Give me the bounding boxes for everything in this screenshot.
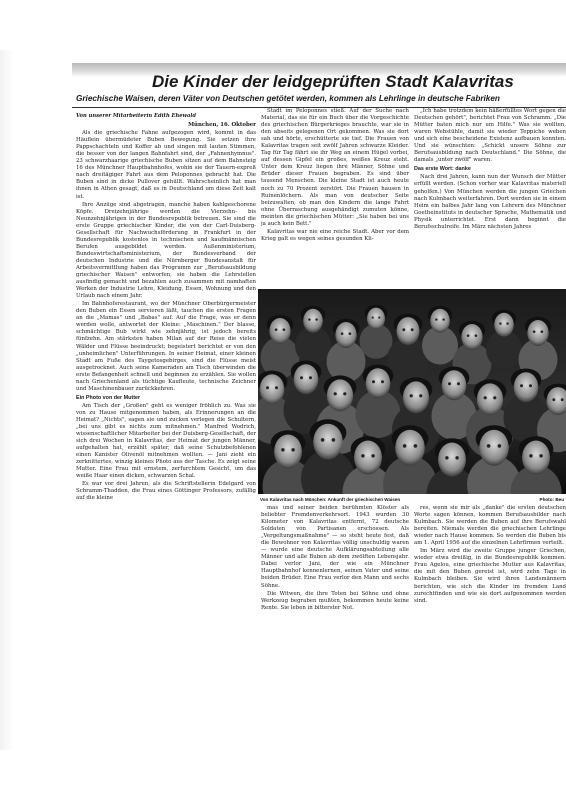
figure-eye	[529, 384, 532, 387]
photo-caption-row	[258, 495, 566, 505]
paragraph: Im Bahnhofsrestaurant, wo der Münchner Oberbürgermeister den Buben ein Essen servieren läßt, tauchen die ersten Fragen an die „Mamas" und „Babas" auf. Auf die Frage, was er denn werden wolle, antwortet der Kleine: „Maschinen." Der blasse, schmächtige Bub wirkt wie zehnjährig, ist jedoch bereits fünfzehn. Am stärksten haben Milan auf der Reise die vielen Wälder und Flüsse beeindruckt; begeistert berichtet er von den „unheimlichen" Unterführungen. In seiner Heimat, einer kleinen Stadt am Fuße des Taygetosgebirges, sind die Flüsse meist ausgetrocknet. Auch seine Kameraden am Tisch überwinden die erste Befangenheit schnell und beginnen zu erzählen. Sie wollen nach Griechenland als tüchtige Kaufleute, technische Zeichner und Maschinenbauer zurückkehren.	[76, 301, 256, 392]
paragraph: Es war vor drei Jahren, als die Schriftstellerin Edelgard von Schramm-Thadden, die Frau eines Göttinger Professors, zufällig auf die kleine	[76, 481, 256, 502]
figure-eye	[361, 454, 364, 457]
figure-face	[477, 383, 503, 415]
figure-eye	[343, 392, 346, 395]
figure-face	[354, 441, 382, 475]
figure-eye	[403, 444, 407, 448]
figure-face	[274, 435, 302, 469]
figure-eye	[300, 376, 303, 379]
paragraph: Im März wird die zweite Gruppe junger Griechen, wieder etwa dreißig, in die Bundesrepublik kommen. Frau Agelou, eine griechische Mutter aus Kalavritas, die mit den Buben gereist ist, wird zehn Tage in Kulmbach bleiben. Sie wird ihren Landsmännern berichten, wie sich die Kinder im fremden Land zurechtfinden und wie sie dort aufgenommen werden sind.	[414, 548, 566, 604]
figure-face	[514, 372, 539, 402]
figure-eye	[561, 398, 564, 401]
photo-credit: Photo: Beu	[539, 497, 564, 502]
article-column-5	[414, 505, 566, 653]
figure-eye	[402, 328, 405, 331]
figure-face	[335, 322, 356, 348]
figure-face	[527, 320, 548, 346]
dateline: München, 16. Oktober	[188, 122, 256, 129]
newspaper-clipping	[72, 63, 566, 663]
figure-eye	[341, 332, 344, 335]
paragraph: mas und seiner beiden berühmten Klöster als beliebter Fremdenverkehrsort. 1943 wurden 30 Kilometer von Kalavritas entfernt, 72 deutsche Soldaten von Partisanen erschossen. Als „Vergeltungsmaßnahme" — so steht heute fest, daß die Bewohner von Kalavritas völlig unschuldig waren — wurde eine deutsche Aufklärungsabteilung alle Männer und alle Buben ab dem zwölften Lebensjahr. Dabei verlor Jani, der wie ein Münchner Hauptbahnhof kennenlernen, seinen Vater und seine beiden Brüder. Eine Frau verlor den Mann und sechs Söhne.	[261, 505, 409, 589]
article-column-1	[76, 113, 256, 661]
figure-eye	[448, 382, 451, 385]
figure-face	[494, 313, 514, 337]
figure-face	[438, 443, 466, 477]
figure-eye	[315, 318, 317, 320]
paragraph: res, wenn sie mir als „danke" die ersten deutschen Worte sagen können, kommen Berufsausbilder nach Kulmbach. Sie werden die Buben auf ihre Berufswahl bereiten. Niemals werden die griechischen Lehrlinge wieder nach Hause kommen. So werden die Buben bis am 1. April 1956 auf die einzelnen Lehrfirmen verteilt.	[414, 505, 566, 547]
figure-eye	[467, 334, 470, 337]
figure-eye	[533, 330, 536, 333]
figure-face	[461, 324, 482, 350]
figure-eye	[410, 394, 413, 397]
figure-eye	[372, 316, 374, 318]
figure-eye	[484, 396, 487, 399]
scan-shadow-edge	[0, 50, 14, 750]
figure-face	[366, 368, 391, 398]
article-column-2	[261, 108, 409, 286]
figure-eye	[266, 386, 269, 389]
byline: Von unserer Mitarbeiterin Edith Ehewald	[76, 113, 196, 119]
figure-eye	[539, 454, 542, 457]
figure-face	[397, 317, 420, 345]
figure-eye	[552, 398, 555, 401]
figure-eye	[275, 328, 278, 331]
figure-face	[430, 309, 450, 333]
figure-eye	[445, 456, 448, 459]
figure-eye	[334, 392, 337, 395]
figure-face	[479, 430, 509, 466]
figure-eye	[381, 380, 384, 383]
figure-eye	[457, 382, 460, 385]
figure-eye	[309, 376, 312, 379]
photo-caption: Von Kalavritas nach München: Ankunft der griechischen Waisen	[260, 497, 401, 502]
subhead-photo-of-mother: Ein Photo von der Mutter	[76, 394, 141, 401]
paragraph: „Ich habe trotzdem kein häßerfülltes Wort gegen die Deutschen gehört", berichtet Frau von Schramm. „Die Mütter baten mich nur um Hilfe." Was sie wollten, waren Webstühle, damit sie wieder Teppiche weben und sich eine bescheidene Existenz aufbauen konnten. Und sie wünschten: „Schickt unsere Söhne zur Berufsausbildung nach Deutschland." Die Söhne, die damals „unter zwölf" waren.	[414, 108, 566, 164]
figure-eye	[281, 448, 284, 451]
figure-eye	[411, 328, 414, 331]
paragraph: Am Tisch der „Großen" geht es weniger fröhlich zu. Was sie von zu Hause mitgenommen haben, als Erinnerungen an die Heimat? „Nichts", sagen sie und zucken verlegen die Schultern, „bei uns gibt es nichts zum mitnehmen." Manfred Wodrich, wissenschaftlicher Mitarbeiter bei der Duisberg-Gesellschaft, der sich drei Wochen in Kalavritas, der Heimat der jungen Männer, aufgehalten hat, erzählt später, daß seine Schutzbefohlenen einen Kanister Olivenöl mitnehmen wollten. — Jani zieht ein zerknittertes, winzig kleines Photo aus der Tasche. Es zeigt seine Mutter. Eine Frau mit ernstem, zerfurchtem Gesicht, um das weiße Haar einen dicken, schwarzen Schal.	[76, 402, 256, 480]
figure-face	[294, 364, 319, 394]
figure-eye	[435, 318, 437, 320]
paragraph: Ihre Anzüge sind abgetragen, manche haben kahlgeschorene Köpfe. Dreizehnjährige werden die Vierzehn- bis Neunzehnjährigen in der Bundesrepublik betreuen. Sie sind die erste Gruppe griechischer Kinder, die von der Carl-Duisberg-Gesellschaft für Nachwuchsförderung in Frankfurt in der Bundesrepublik kostenlos in technischen und kaufmännischen Berufen ausgebildet werden. Außenministerium, Bundeswirtschaftsministerium, der Bundesverband der deutschen Industrie und die Nürnberger Bundesanstalt für Arbeitsvermittlung haben das Programm zur „Berufsausbildung griechischer Waisen" entworfen, sie haben die Lehrstellen ausfindig gemacht und bezahlen auch zusammen mit namhaften Werken der Industrie Lehre, Kleidung, Essen, Wohnung und den Urlaub nach einem Jahr.	[76, 201, 256, 300]
figure-eye	[455, 456, 458, 459]
figure-eye	[419, 394, 422, 397]
figure-eye	[283, 328, 286, 331]
paragraph: Als die griechische Fahne aufgezogen wird, kommt in das Häuflein übermüdeter Buben Bewegung. Sie setzen ihre Pappschachteln und Koffer ab und singen mit lauten Stimmen, die besser von der langen Bahnfahrt sind, der „Fahnenhymnus". 23 schwarzhaarige griechische Buben sitzen auf dem Bahnsteig 16 des Münchner Hauptbahnhofes, wohin sie der Tauern-expreß nach dreitägiger Fahrt aus dem Peloponnes gebracht hat. Die Buben sind in dicke Pullover gehüllt. Wahrscheinlich hat man ihnen in Athen gesagt, daß es in Deutschland um diese Zeit kalt ist.	[76, 130, 256, 200]
figure-eye	[520, 384, 523, 387]
news-photo-greek-orphans	[258, 289, 566, 494]
paragraph: Nach drei Jahren, kann nun der Wunsch der Mütter erfüllt werden. (Schon vorher war Kalavritas materiell geholfen.) Von München werden die jungen Griechen nach Kulmbach weiterfahren. Dort werden sie in einem Heim ein halbes Jahr lang von Lehrern des Münchner Goetheinstituts in deutscher Sprache, Mathematik und Physik unterrichtet. Erst dann beginnt die Berufsschulreife. Im März nächsten Jahres	[414, 174, 566, 230]
figure-eye	[349, 332, 352, 335]
figure-eye	[498, 444, 502, 448]
figure-eye	[493, 396, 496, 399]
subheadline: Griechische Waisen, deren Väter von Deutschen getötet werden, kommen als Lehrlinge in deutsche Fabriken	[76, 94, 500, 103]
figure-face	[442, 370, 467, 400]
headline: Die Kinder der leidgeprüften Stadt Kalavritas	[152, 72, 514, 91]
figure-face	[269, 318, 290, 344]
figure-face	[327, 379, 353, 411]
figure-face	[260, 374, 285, 404]
article-column-3	[414, 108, 566, 286]
figure-eye	[275, 386, 278, 389]
figure-eye	[321, 438, 325, 442]
figure-eye	[332, 438, 336, 442]
figure-eye	[529, 454, 532, 457]
figure-face	[313, 424, 343, 460]
figure-face	[403, 381, 429, 413]
figure-face	[303, 309, 323, 333]
paragraph: Stadt im Peloponnes stieß. Auf der Suche nach Material, das sie für ein Buch über die Vorgeschichte des griechischen Bürgerkrieges brauchte, war sie in den abseits gelegenen Ort gekommen. Was sie dort sah und hörte, erschütterte sie tief. Die Frauen von Kalavritas tragen seit zwölf Jahren schwarze Kleider. Tag für Tag fährt sie ihr Weg an einem Hügel vorbei, auf dessen Gipfel ein großes, weißes Kreuz steht. Unter dem Kreuz liegen ihre Männer, Söhne und Brüder dieser Frauen begraben. Es sind über tausend Menschen. Die kleine Stadt ist auch heute noch zu 70 Prozent zerstört. Die Frauen hausen in Ruinenlöchern. Als man von deutscher Seite beizuwalten, ob man den Kindern die lange Fahrt ohne Überraschung ausgehändigt zumuten könne, meinten die griechischen Mütter: „Sie haben bei uns ja auch kein Bett."	[261, 108, 409, 227]
figure-eye	[308, 318, 310, 320]
figure-eye	[541, 330, 544, 333]
figure-eye	[487, 444, 491, 448]
figure-eye	[378, 316, 380, 318]
article-column-4	[261, 505, 409, 653]
figure-eye	[475, 334, 478, 337]
paragraph: Kalavritas war nie eine reiche Stadt. Aber vor dem Krieg galt es wegen seines gesunden Kli-	[261, 228, 409, 242]
figure-eye	[414, 444, 418, 448]
subhead-first-word: Das erste Wort: danke	[414, 166, 471, 173]
photo-illustration	[258, 289, 566, 494]
figure-face	[367, 308, 385, 330]
figure-face	[395, 430, 425, 466]
figure-eye	[291, 448, 294, 451]
paragraph: Die Witwen, die ihre Toten bei Söhne und ohne Werkzeug begraben mußten, bekommen heute keine Rente. Sie leben in bitterster Not.	[261, 590, 409, 611]
figure-face	[522, 441, 550, 475]
figure-eye	[442, 318, 444, 320]
figure-eye	[506, 322, 508, 324]
figure-eye	[499, 322, 501, 324]
figure-eye	[372, 380, 375, 383]
figure-eye	[371, 454, 374, 457]
